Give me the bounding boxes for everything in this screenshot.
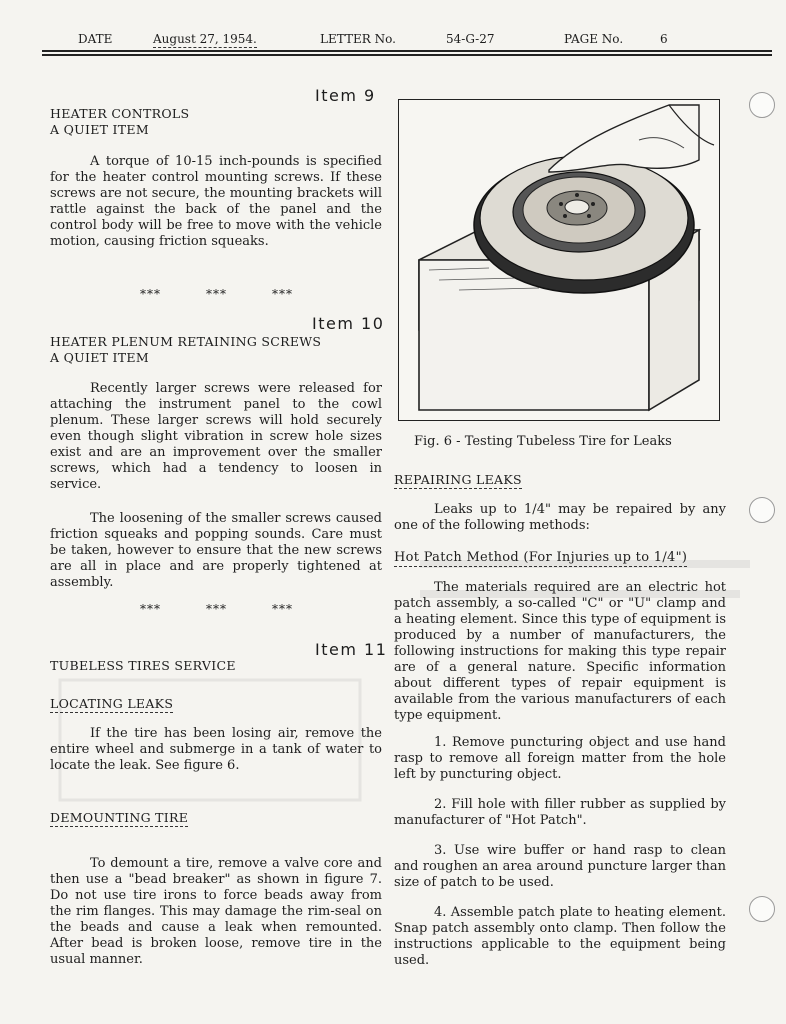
locating-leaks-paragraph: If the tire has been losing air, remove the entire wheel and submerge in a tank of water to locate the leak. See figure 6. [50,726,382,773]
date-value: August 27, 1954. [153,32,257,46]
figure-6-illustration [398,99,720,421]
header-rule [42,50,772,52]
hot-patch-title: Hot Patch Method (For Injuries up to 1/4") [394,550,688,565]
demounting-tire-paragraph: To demount a tire, remove a valve core and then use a "bead breaker" as shown in figure 7. Do not use tire irons to force beads away from the rim flanges. This may damage the rim-seal on the beads and cause a leak when remounted. After bead is broken loose, remove tire in the usual manner. [50,856,382,967]
section-divider-stars [140,602,338,616]
demounting-tire-heading [50,810,188,826]
section-divider-stars [140,287,338,301]
heading-line: HEATER CONTROLS [50,106,190,121]
page-value: 6 [660,32,668,46]
locating-leaks-title: LOCATING LEAKS [50,696,174,711]
step-4-paragraph: 4. Assemble patch plate to heating element. Snap patch assembly onto clamp. Then follow the instructions applicable to the equipment being used. [394,905,726,968]
figure-6-caption: Fig. 6 - Testing Tubeless Tire for Leaks [414,434,672,449]
demounting-tire-title: DEMOUNTING TIRE [50,810,189,825]
hot-patch-paragraph: The materials required are an electric hot patch assembly, a so-called "C" or "U" clamp and a heating element. Since this type of equipment is produced by a number of manufacturers, the following instructions for making this type repair are of a general nature. Specific information about different types of repair equipment is available from the various manufacturers of each type equipment. [394,580,726,723]
star-divider: *** [206,602,227,616]
repairing-leaks-title: REPAIRING LEAKS [394,472,522,487]
step-2-paragraph: 2. Fill hole with filler rubber as supplied by manufacturer of "Hot Patch". [394,797,726,828]
star-divider: *** [272,287,293,301]
header-rule-double [42,54,772,56]
hot-patch-heading [394,550,687,566]
date-label: DATE [78,32,113,46]
star-divider: *** [140,602,161,616]
binder-hole [749,896,775,922]
heater-controls-paragraph: A torque of 10-15 inch-pounds is specified for the heater control mounting screws. If these screws are not secure, the mounting brackets will rattle against the back of the panel and the control body will be free to move with the vehicle motion, causing friction squeaks. [50,154,382,249]
heading-line: A QUIET ITEM [50,122,149,137]
letter-value: 54-G-27 [446,32,495,46]
item-10-label: Item 10 [312,314,385,333]
step-3-paragraph: 3. Use wire buffer or hand rasp to clean and roughen an area around puncture larger than size of patch to be used. [394,843,726,890]
item-9-label: Item 9 [315,86,376,105]
plenum-paragraph-2: The loosening of the smaller screws caused friction squeaks and popping sounds. Care must be taken, however to ensure that the new screws are all in place and are properly tightened at assembly. [50,511,382,590]
letter-label: LETTER No. [320,32,396,46]
heading-line: HEATER PLENUM RETAINING SCREWS [50,334,322,349]
page-label: PAGE No. [564,32,624,46]
binder-hole [749,497,775,523]
heading-line: A QUIET ITEM [50,350,149,365]
plenum-paragraph-1: Recently larger screws were released for attaching the instrument panel to the cowl plenum. These larger screws will hold securely even though slight vibration in screw hole sizes exist and are an improvement over the smaller screws, which had a tendency to loosen in service. [50,381,382,492]
repairing-leaks-paragraph: Leaks up to 1/4" may be repaired by any one of the following methods: [394,502,726,533]
star-divider: *** [272,602,293,616]
tubeless-tires-heading: TUBELESS TIRES SERVICE [50,658,236,673]
tire-in-tank-drawing [399,100,719,420]
heater-plenum-heading [50,334,321,366]
star-divider: *** [206,287,227,301]
repairing-leaks-heading [394,472,522,488]
heater-controls-heading [50,106,189,138]
star-divider: *** [140,287,161,301]
locating-leaks-heading [50,696,173,712]
letter-header [78,32,778,50]
binder-hole [749,92,775,118]
item-11-label: Item 11 [315,640,388,659]
step-1-paragraph: 1. Remove puncturing object and use hand rasp to remove all foreign matter from the hole left by puncturing object. [394,735,726,782]
